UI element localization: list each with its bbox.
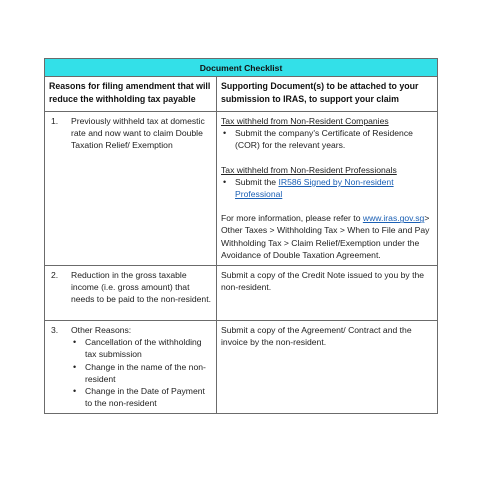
other-reasons-list [71,336,212,409]
supporting-document-cell: Submit a copy of the Agreement/ Contract and the invoice by the non-resident. [217,321,438,414]
companies-heading: Tax withheld from Non-Resident Companies [221,116,389,127]
list-item: • Cancellation of the withholding tax submission [71,336,212,360]
reasons-column-header: Reasons for filing amendment that will reduce the withholding tax payable [45,77,217,112]
reason-text: Other Reasons: [71,325,132,336]
reason-text: Reduction in the gross taxable income (i.e. gross amount) that needs to be paid to the non-resident. [71,270,211,305]
professionals-document-list [221,176,433,200]
list-item-text: Submit the [235,176,279,187]
ir586-form-link[interactable]: IR586 Signed by Non-resident Professional [235,176,394,200]
supporting-document-cell [217,112,438,266]
more-information-text [221,212,433,261]
companies-document-list [221,127,433,151]
table-row [45,266,438,321]
list-item: • Change in the Date of Payment to the non-resident [71,385,212,409]
table-row [45,321,438,414]
row-number: 2. [51,270,59,281]
info-prefix: For more information, please refer to [221,213,363,224]
info-path: > Other Taxes > Withholding Tax > When to File and Pay Withholding Tax > Claim Relief/Exemption under the Avoidance of Double Taxation Agreement. [221,213,430,260]
reason-cell [45,266,217,321]
table-title-row [45,59,438,77]
professionals-heading: Tax withheld from Non-Resident Professionals [221,164,397,175]
list-item: • Submit the company's Certificate of Residence (COR) for the relevant years. [221,127,433,151]
iras-website-link[interactable]: www.iras.gov.sg [362,213,425,224]
supporting-document-cell: Submit a copy of the Credit Note issued to you by the non-resident. [217,266,438,321]
row-number: 1. [51,116,59,127]
document-checklist-table [44,58,438,414]
list-item: • Change in the name of the non-resident [71,361,212,385]
reason-cell [45,112,217,266]
list-item [221,176,433,200]
table-title: Document Checklist [45,59,438,77]
table-row [45,112,438,266]
reason-text: Previously withheld tax at domestic rate and now want to claim Double Taxation Relief/ Exemption [71,116,205,151]
row-number: 3. [51,325,59,336]
reason-cell [45,321,217,414]
table-header-row [45,77,438,112]
documents-column-header: Supporting Document(s) to be attached to your submission to IRAS, to support your claim [217,77,438,112]
